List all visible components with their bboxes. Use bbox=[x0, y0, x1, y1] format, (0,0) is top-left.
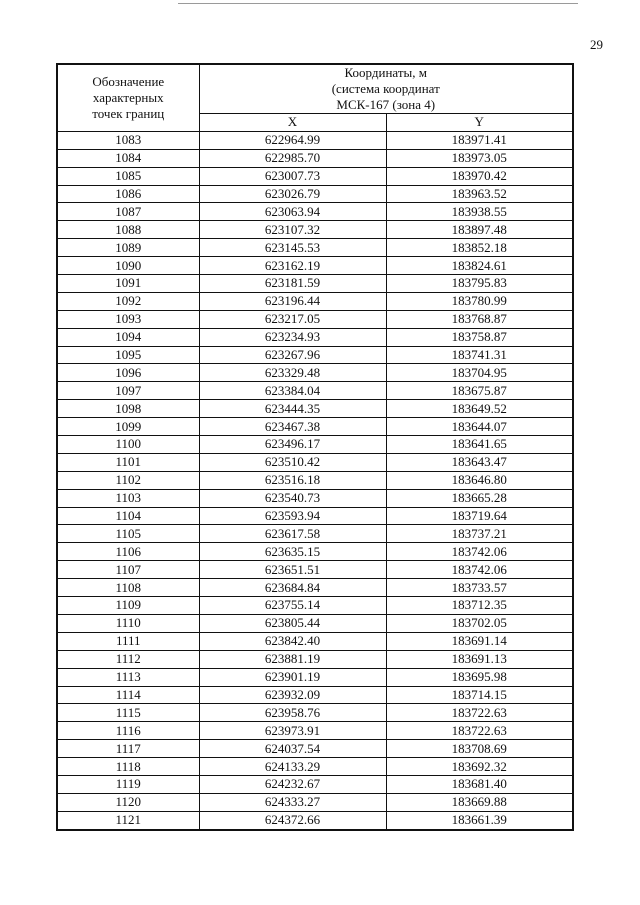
point-id-cell: 1092 bbox=[57, 292, 199, 310]
point-id-cell: 1100 bbox=[57, 436, 199, 454]
table-row bbox=[57, 257, 573, 275]
table-row bbox=[57, 203, 573, 221]
table-row bbox=[57, 668, 573, 686]
y-coordinate-cell: 183691.13 bbox=[386, 650, 573, 668]
y-coordinate-cell: 183646.80 bbox=[386, 471, 573, 489]
x-coordinate-cell: 623901.19 bbox=[199, 668, 386, 686]
y-coordinate-cell: 183737.21 bbox=[386, 525, 573, 543]
table-row bbox=[57, 632, 573, 650]
x-coordinate-cell: 624037.54 bbox=[199, 740, 386, 758]
table-row bbox=[57, 507, 573, 525]
table-row bbox=[57, 364, 573, 382]
y-coordinate-cell: 183780.99 bbox=[386, 292, 573, 310]
point-id-cell: 1110 bbox=[57, 614, 199, 632]
y-coordinate-cell: 183704.95 bbox=[386, 364, 573, 382]
y-coordinate-cell: 183665.28 bbox=[386, 489, 573, 507]
table-row bbox=[57, 310, 573, 328]
table-row bbox=[57, 239, 573, 257]
y-coordinate-cell: 183661.39 bbox=[386, 811, 573, 829]
x-coordinate-cell: 623540.73 bbox=[199, 489, 386, 507]
y-coordinate-cell: 183768.87 bbox=[386, 310, 573, 328]
x-coordinate-cell: 623196.44 bbox=[199, 292, 386, 310]
x-coordinate-cell: 624133.29 bbox=[199, 758, 386, 776]
x-coordinate-cell: 623007.73 bbox=[199, 167, 386, 185]
point-id-cell: 1098 bbox=[57, 400, 199, 418]
point-id-cell: 1120 bbox=[57, 793, 199, 811]
y-coordinate-cell: 183742.06 bbox=[386, 561, 573, 579]
y-coordinate-cell: 183973.05 bbox=[386, 149, 573, 167]
table-body bbox=[57, 131, 573, 829]
y-coordinate-cell: 183649.52 bbox=[386, 400, 573, 418]
x-coordinate-cell: 623181.59 bbox=[199, 275, 386, 293]
y-coordinate-cell: 183681.40 bbox=[386, 775, 573, 793]
y-coordinate-cell: 183971.41 bbox=[386, 131, 573, 149]
x-coordinate-cell: 623384.04 bbox=[199, 382, 386, 400]
point-id-cell: 1104 bbox=[57, 507, 199, 525]
table-row bbox=[57, 614, 573, 632]
point-id-cell: 1111 bbox=[57, 632, 199, 650]
x-coordinate-cell: 624333.27 bbox=[199, 793, 386, 811]
table-row bbox=[57, 543, 573, 561]
table-row bbox=[57, 346, 573, 364]
table-row bbox=[57, 758, 573, 776]
point-id-cell: 1101 bbox=[57, 453, 199, 471]
coordinates-table bbox=[56, 63, 574, 831]
point-id-cell: 1083 bbox=[57, 131, 199, 149]
point-id-cell: 1117 bbox=[57, 740, 199, 758]
point-id-cell: 1119 bbox=[57, 775, 199, 793]
x-coordinate-cell: 624372.66 bbox=[199, 811, 386, 829]
point-id-cell: 1106 bbox=[57, 543, 199, 561]
point-id-cell: 1115 bbox=[57, 704, 199, 722]
header-point-line: характерных bbox=[92, 89, 164, 105]
header-coordinates bbox=[199, 64, 573, 114]
table-row bbox=[57, 400, 573, 418]
point-id-cell: 1097 bbox=[57, 382, 199, 400]
x-coordinate-cell: 623755.14 bbox=[199, 597, 386, 615]
x-coordinate-cell: 623063.94 bbox=[199, 203, 386, 221]
x-coordinate-cell: 623444.35 bbox=[199, 400, 386, 418]
point-id-cell: 1105 bbox=[57, 525, 199, 543]
x-coordinate-cell: 623842.40 bbox=[199, 632, 386, 650]
point-id-cell: 1116 bbox=[57, 722, 199, 740]
point-id-cell: 1085 bbox=[57, 167, 199, 185]
table-row bbox=[57, 471, 573, 489]
point-id-cell: 1094 bbox=[57, 328, 199, 346]
table-row bbox=[57, 704, 573, 722]
y-coordinate-cell: 183742.06 bbox=[386, 543, 573, 561]
y-coordinate-cell: 183758.87 bbox=[386, 328, 573, 346]
table-row bbox=[57, 131, 573, 149]
table-row bbox=[57, 740, 573, 758]
y-coordinate-cell: 183643.47 bbox=[386, 453, 573, 471]
point-id-cell: 1087 bbox=[57, 203, 199, 221]
x-coordinate-cell: 623516.18 bbox=[199, 471, 386, 489]
x-coordinate-cell: 623593.94 bbox=[199, 507, 386, 525]
x-coordinate-cell: 623684.84 bbox=[199, 579, 386, 597]
table-row bbox=[57, 722, 573, 740]
x-coordinate-cell: 623932.09 bbox=[199, 686, 386, 704]
table-row bbox=[57, 382, 573, 400]
y-coordinate-cell: 183691.14 bbox=[386, 632, 573, 650]
point-id-cell: 1093 bbox=[57, 310, 199, 328]
x-coordinate-cell: 623145.53 bbox=[199, 239, 386, 257]
header-point-designation bbox=[57, 64, 199, 131]
x-coordinate-cell: 623107.32 bbox=[199, 221, 386, 239]
table-row bbox=[57, 167, 573, 185]
page-number: 29 bbox=[590, 37, 603, 52]
x-coordinate-cell: 624232.67 bbox=[199, 775, 386, 793]
y-coordinate-cell: 183675.87 bbox=[386, 382, 573, 400]
point-id-cell: 1107 bbox=[57, 561, 199, 579]
point-id-cell: 1114 bbox=[57, 686, 199, 704]
x-coordinate-cell: 623651.51 bbox=[199, 561, 386, 579]
x-coordinate-cell: 623467.38 bbox=[199, 418, 386, 436]
header-coords-line: Координаты, м bbox=[344, 65, 427, 80]
y-coordinate-cell: 183692.32 bbox=[386, 758, 573, 776]
point-id-cell: 1121 bbox=[57, 811, 199, 829]
x-coordinate-cell: 623635.15 bbox=[199, 543, 386, 561]
table-row bbox=[57, 775, 573, 793]
point-id-cell: 1102 bbox=[57, 471, 199, 489]
point-id-cell: 1084 bbox=[57, 149, 199, 167]
x-coordinate-cell: 623026.79 bbox=[199, 185, 386, 203]
point-id-cell: 1118 bbox=[57, 758, 199, 776]
table-row bbox=[57, 221, 573, 239]
point-id-cell: 1109 bbox=[57, 597, 199, 615]
point-id-cell: 1088 bbox=[57, 221, 199, 239]
y-coordinate-cell: 183938.55 bbox=[386, 203, 573, 221]
point-id-cell: 1099 bbox=[57, 418, 199, 436]
table-row bbox=[57, 597, 573, 615]
y-coordinate-cell: 183897.48 bbox=[386, 221, 573, 239]
table-row bbox=[57, 328, 573, 346]
x-coordinate-cell: 623496.17 bbox=[199, 436, 386, 454]
y-coordinate-cell: 183708.69 bbox=[386, 740, 573, 758]
table-row bbox=[57, 275, 573, 293]
x-coordinate-cell: 622964.99 bbox=[199, 131, 386, 149]
x-coordinate-cell: 623958.76 bbox=[199, 704, 386, 722]
point-id-cell: 1090 bbox=[57, 257, 199, 275]
table-row bbox=[57, 418, 573, 436]
point-id-cell: 1091 bbox=[57, 275, 199, 293]
y-coordinate-cell: 183719.64 bbox=[386, 507, 573, 525]
table-row bbox=[57, 686, 573, 704]
x-coordinate-cell: 623162.19 bbox=[199, 257, 386, 275]
header-point-line: Обозначение bbox=[92, 73, 165, 89]
x-coordinate-cell: 622985.70 bbox=[199, 149, 386, 167]
y-coordinate-cell: 183722.63 bbox=[386, 722, 573, 740]
point-id-cell: 1103 bbox=[57, 489, 199, 507]
header-row-main bbox=[57, 64, 573, 114]
y-coordinate-cell: 183733.57 bbox=[386, 579, 573, 597]
y-coordinate-cell: 183741.31 bbox=[386, 346, 573, 364]
table-row bbox=[57, 436, 573, 454]
table-row bbox=[57, 650, 573, 668]
x-coordinate-cell: 623267.96 bbox=[199, 346, 386, 364]
x-coordinate-cell: 623881.19 bbox=[199, 650, 386, 668]
y-coordinate-cell: 183714.15 bbox=[386, 686, 573, 704]
point-id-cell: 1113 bbox=[57, 668, 199, 686]
x-coordinate-cell: 623973.91 bbox=[199, 722, 386, 740]
header-coords-line: (система координат bbox=[331, 81, 440, 96]
y-coordinate-cell: 183641.65 bbox=[386, 436, 573, 454]
table-row bbox=[57, 453, 573, 471]
x-coordinate-cell: 623234.93 bbox=[199, 328, 386, 346]
header-y: Y bbox=[386, 114, 573, 132]
y-coordinate-cell: 183702.05 bbox=[386, 614, 573, 632]
point-id-cell: 1096 bbox=[57, 364, 199, 382]
y-coordinate-cell: 183644.07 bbox=[386, 418, 573, 436]
y-coordinate-cell: 183669.88 bbox=[386, 793, 573, 811]
y-coordinate-cell: 183795.83 bbox=[386, 275, 573, 293]
y-coordinate-cell: 183963.52 bbox=[386, 185, 573, 203]
point-id-cell: 1089 bbox=[57, 239, 199, 257]
table-row bbox=[57, 292, 573, 310]
header-x: X bbox=[199, 114, 386, 132]
table-header bbox=[57, 64, 573, 131]
x-coordinate-cell: 623217.05 bbox=[199, 310, 386, 328]
header-coords-line: МСК-167 (зона 4) bbox=[336, 97, 436, 112]
table-row bbox=[57, 525, 573, 543]
table-row bbox=[57, 811, 573, 829]
y-coordinate-cell: 183712.35 bbox=[386, 597, 573, 615]
y-coordinate-cell: 183695.98 bbox=[386, 668, 573, 686]
y-coordinate-cell: 183824.61 bbox=[386, 257, 573, 275]
table-row bbox=[57, 793, 573, 811]
table-row bbox=[57, 579, 573, 597]
header-point-line: точек границ bbox=[92, 105, 165, 121]
y-coordinate-cell: 183970.42 bbox=[386, 167, 573, 185]
point-id-cell: 1112 bbox=[57, 650, 199, 668]
x-coordinate-cell: 623617.58 bbox=[199, 525, 386, 543]
point-id-cell: 1086 bbox=[57, 185, 199, 203]
point-id-cell: 1108 bbox=[57, 579, 199, 597]
x-coordinate-cell: 623510.42 bbox=[199, 453, 386, 471]
table-row bbox=[57, 561, 573, 579]
y-coordinate-cell: 183852.18 bbox=[386, 239, 573, 257]
table-row bbox=[57, 489, 573, 507]
y-coordinate-cell: 183722.63 bbox=[386, 704, 573, 722]
top-rule bbox=[178, 3, 578, 4]
x-coordinate-cell: 623805.44 bbox=[199, 614, 386, 632]
table-row bbox=[57, 149, 573, 167]
point-id-cell: 1095 bbox=[57, 346, 199, 364]
table-row bbox=[57, 185, 573, 203]
x-coordinate-cell: 623329.48 bbox=[199, 364, 386, 382]
